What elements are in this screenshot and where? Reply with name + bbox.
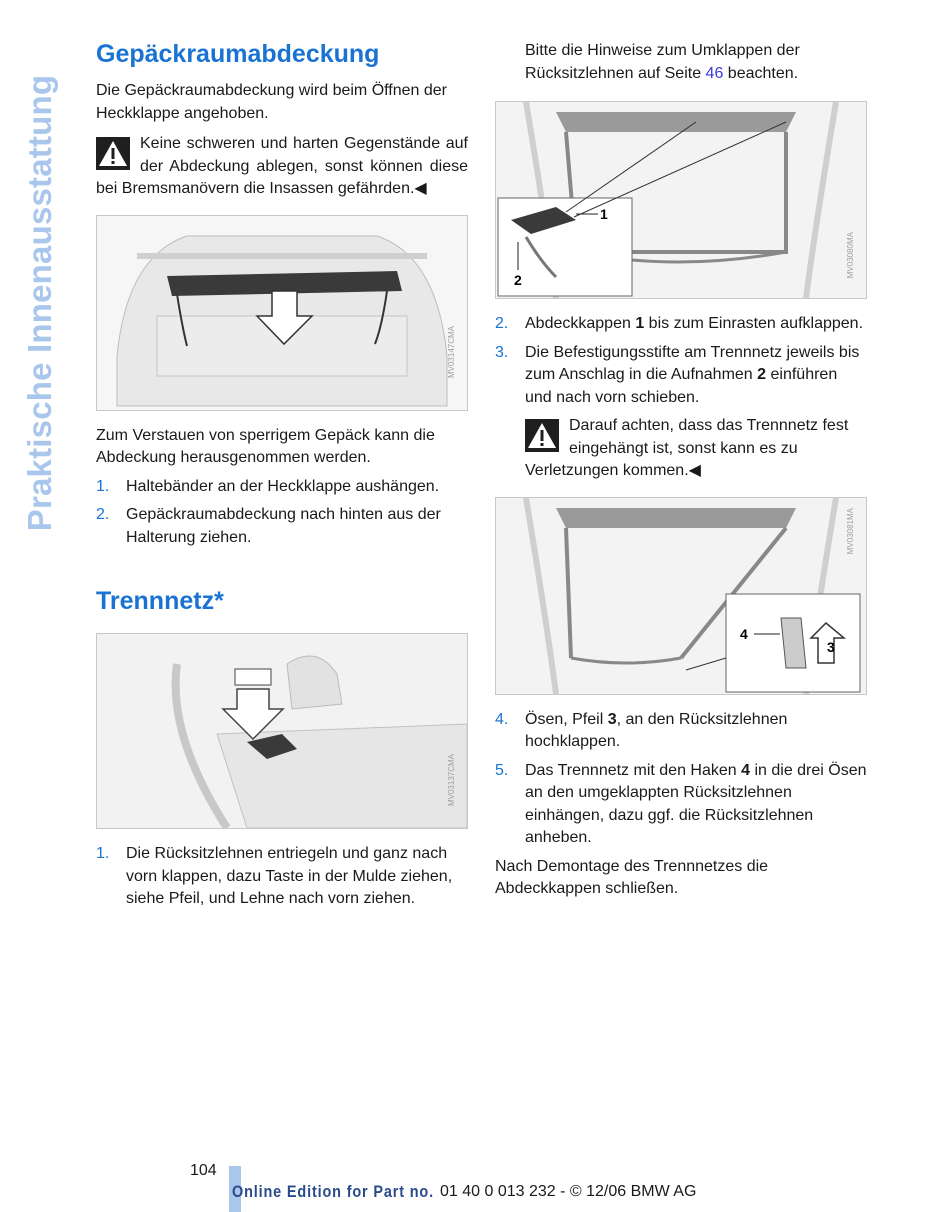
step-list (96, 843, 468, 911)
right-column (495, 40, 867, 901)
list-item: 2. Abdeckkappen 1 bis zum Einrasten aufklappen. (495, 315, 864, 332)
warning-icon (96, 137, 130, 170)
section-title-partition-net: Trennnetz* (96, 587, 224, 615)
list-item: 1. Haltebänder an der Heckklappe aushängen. (96, 477, 440, 495)
paragraph: Die Gepäckraumabdeckung wird beim Öffnen der Heckklappe angehoben. (96, 82, 447, 122)
chapter-side-title: Praktische Innenausstattung (21, 74, 58, 531)
warning-icon (525, 419, 559, 452)
figure-net-hooks: 4 3 MV03081MA (495, 497, 867, 695)
svg-text:3: 3 (827, 638, 835, 655)
page-link[interactable]: 46 (705, 64, 724, 82)
list-item: 3. Die Befestigungsstifte am Trennnetz jeweils bis zum Anschlag in die Aufnahmen 2 einführen und nach vorn schieben. (495, 343, 860, 406)
list-item: 4. Ösen, Pfeil 3, an den Rücksitzlehnen hochklappen. (495, 710, 788, 750)
list-item: 1. Die Rücksitzlehnen entriegeln und ganz nach vorn klappen, dazu Taste in der Mulde ziehen, siehe Pfeil, und Lehne nach vorn ziehen. (96, 845, 453, 907)
online-edition-label: Online Edition for Part no. (232, 1182, 434, 1201)
list-item: 5. Das Trennnetz mit den Haken 4 in die drei Ösen an den umgeklappten Rücksitzlehnen einhängen, dazu ggf. die Rücksitzlehnen anheben. (495, 761, 867, 846)
step-list (495, 709, 867, 850)
warning-note: Keine schweren und harten Gegenstände auf der Abdeckung ablegen, sonst können diese bei Bremsmanövern die Insassen gefährden.◀ (96, 135, 468, 197)
left-column (96, 38, 468, 917)
svg-text:1: 1 (600, 206, 608, 222)
page-number: 104 (190, 1162, 217, 1179)
svg-text:2: 2 (514, 272, 522, 288)
step-list (96, 476, 468, 550)
paragraph: Bitte die Hinweise zum Umklappen der Rücksitzlehnen auf Seite 46 beachten. (525, 42, 800, 82)
paragraph: Nach Demontage des Trennnetzes die Abdeckkappen schließen. (495, 857, 769, 897)
list-item: 2. Gepäckraumabdeckung nach hinten aus der Halterung ziehen. (96, 506, 441, 546)
step-list (495, 313, 867, 409)
section-title-cargo-cover: Gepäckraumabdeckung (96, 40, 380, 68)
publication-code: 01 40 0 013 232 - © 12/06 BMW AG (440, 1183, 697, 1200)
paragraph: Zum Verstauen von sperrigem Gepäck kann die Abdeckung herausgenommen werden. (96, 426, 435, 466)
svg-text:4: 4 (740, 625, 748, 642)
warning-note: Darauf achten, dass das Trennnetz fest eingehängt ist, sonst kann es zu Verletzungen kommen.◀ (525, 417, 849, 479)
figure-net-mount: 1 2 MV03080MA (495, 101, 867, 299)
figure-cargo-cover: MV03147CMA (96, 215, 468, 411)
figure-seat-release: MV03137CMA (96, 633, 468, 829)
